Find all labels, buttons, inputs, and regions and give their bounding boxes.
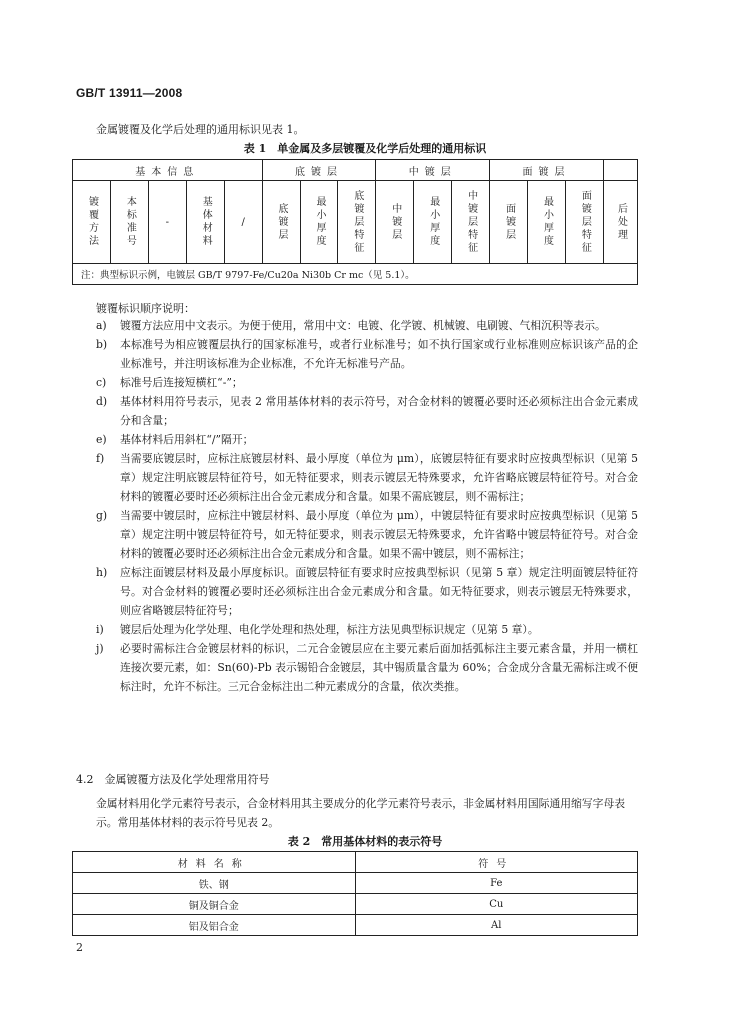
- standard-code-header: GB/T 13911—2008: [76, 86, 183, 100]
- table-row: 铁、钢 Fe: [73, 873, 638, 894]
- col-surface-thickness: 最小厚度: [528, 181, 566, 264]
- group-basic-info: 基本信息: [73, 160, 263, 181]
- table2-caption: 表 2 常用基体材料的表示符号: [287, 835, 443, 848]
- group-middle-layer: 中镀层: [376, 160, 490, 181]
- section-4-2-title: 4.2 金属镀覆方法及化学处理常用符号: [76, 773, 270, 786]
- col-slash: /: [224, 181, 262, 264]
- sequence-list: [96, 316, 638, 696]
- col-post-treatment: 后处理: [603, 181, 637, 264]
- group-blank: [603, 160, 637, 181]
- list-item: j) 必要时需标注合金镀层材料的标识，二元合金镀层应在主要元素后面加括弧标注主要元素含量，并用一横杠连接次要元素，如：Sn(60)-Pb 表示锡铅合金镀层，其中锡质量含量为 60%；合金成分含量无需标注或不便标注时，允许不标注。三元合金标注出二种元素成分的含量，依次类推。: [96, 642, 638, 693]
- table1-caption: 表 1 单金属及多层镀覆及化学后处理的通用标识: [243, 142, 487, 155]
- col-bottom-thickness: 最小厚度: [300, 181, 338, 264]
- section-4-2-paragraph: 金属材料用化学元素符号表示，合金材料用其主要成分的化学元素符号表示，非金属材料用国际通用缩写字母表示。常用基体材料的表示符号见表 2。: [96, 797, 626, 829]
- col-surface-feature: 面镀层特征: [565, 181, 603, 264]
- col-plating-method: 镀覆方法: [73, 181, 111, 264]
- intro-text: 金属镀覆及化学后处理的通用标识见表 1。: [96, 123, 305, 136]
- sequence-title: 镀覆标识顺序说明：: [96, 302, 195, 315]
- page-number: 2: [76, 941, 83, 954]
- list-item: g) 当需要中镀层时，应标注中镀层材料、最小厚度（单位为 μm），中镀层特征有要求时应按典型标识（见第 5 章）规定注明中镀层特征符号，如无特征要求，则表示镀层无特殊要求，允许省略中镀层特征符号。对合金材料的镀覆必要时还必须标注出合金元素成分和含量。如果不需中镀层，则不需标注；: [96, 509, 638, 560]
- table2-header-material: 材料名称: [73, 852, 356, 873]
- col-substrate: 基体材料: [186, 181, 224, 264]
- col-middle-thickness: 最小厚度: [414, 181, 452, 264]
- col-standard-number: 本标准号: [110, 181, 148, 264]
- group-bottom-layer: 底镀层: [262, 160, 376, 181]
- list-item: b) 本标准号为相应镀覆层执行的国家标准号，或者行业标准号；如不执行国家或行业标准则应标识该产品的企业标准号，并注明该标准为企业标准，不允许无标准号产品。: [96, 338, 638, 370]
- col-dash: -: [148, 181, 186, 264]
- list-item: d) 基体材料用符号表示，见表 2 常用基体材料的表示符号，对合金材料的镀覆必要时还必须标注出合金元素成分和含量；: [96, 395, 638, 427]
- table-row: 铜及铜合金 Cu: [73, 894, 638, 915]
- list-item: i) 镀层后处理为化学处理、电化学处理和热处理，标注方法见典型标识规定（见第 5 章）。: [96, 623, 539, 636]
- table1-note: 注：典型标识示例，电镀层 GB/T 9797-Fe/Cu20a Ni30b Cr mc（见 5.1）。: [73, 264, 638, 285]
- table-row: 铝及铝合金 Al: [73, 915, 638, 936]
- col-middle-feature: 中镀层特征: [452, 181, 490, 264]
- table2-header-symbol: 符号: [355, 852, 638, 873]
- list-item: e) 基体材料后用斜杠“/”隔开；: [96, 433, 254, 446]
- table1-general-marking: [72, 159, 638, 285]
- list-item: c) 标准号后连接短横杠“-”；: [96, 376, 243, 389]
- col-bottom-layer: 底镀层: [262, 181, 300, 264]
- list-item: h) 应标注面镀层材料及最小厚度标识。面镀层特征有要求时应按典型标识（见第 5 章）规定注明面镀层特征符号。对合金材料的镀覆必要时还必须标注出合金元素成分和含量。如无特征要求，则表示镀层无特殊要求，则应省略镀层特征符号；: [96, 566, 638, 617]
- col-surface-layer: 面镀层: [490, 181, 528, 264]
- list-item: f) 当需要底镀层时，应标注底镀层材料、最小厚度（单位为 μm），底镀层特征有要求时应按典型标识（见第 5 章）规定注明底镀层特征符号，如无特征要求，则表示镀层无特殊要求，允许省略底镀层特征符号。对合金材料的镀覆必要时还必须标注出合金元素成分和含量。如果不需底镀层，则不需标注；: [96, 452, 638, 503]
- table2-substrate-symbols: [72, 851, 638, 936]
- col-middle-layer: 中镀层: [376, 181, 414, 264]
- col-bottom-feature: 底镀层特征: [338, 181, 376, 264]
- group-surface-layer: 面镀层: [490, 160, 604, 181]
- list-item: a) 镀覆方法应用中文表示。为便于使用，常用中文：电镀、化学镀、机械镀、电刷镀、气相沉积等表示。: [96, 319, 606, 332]
